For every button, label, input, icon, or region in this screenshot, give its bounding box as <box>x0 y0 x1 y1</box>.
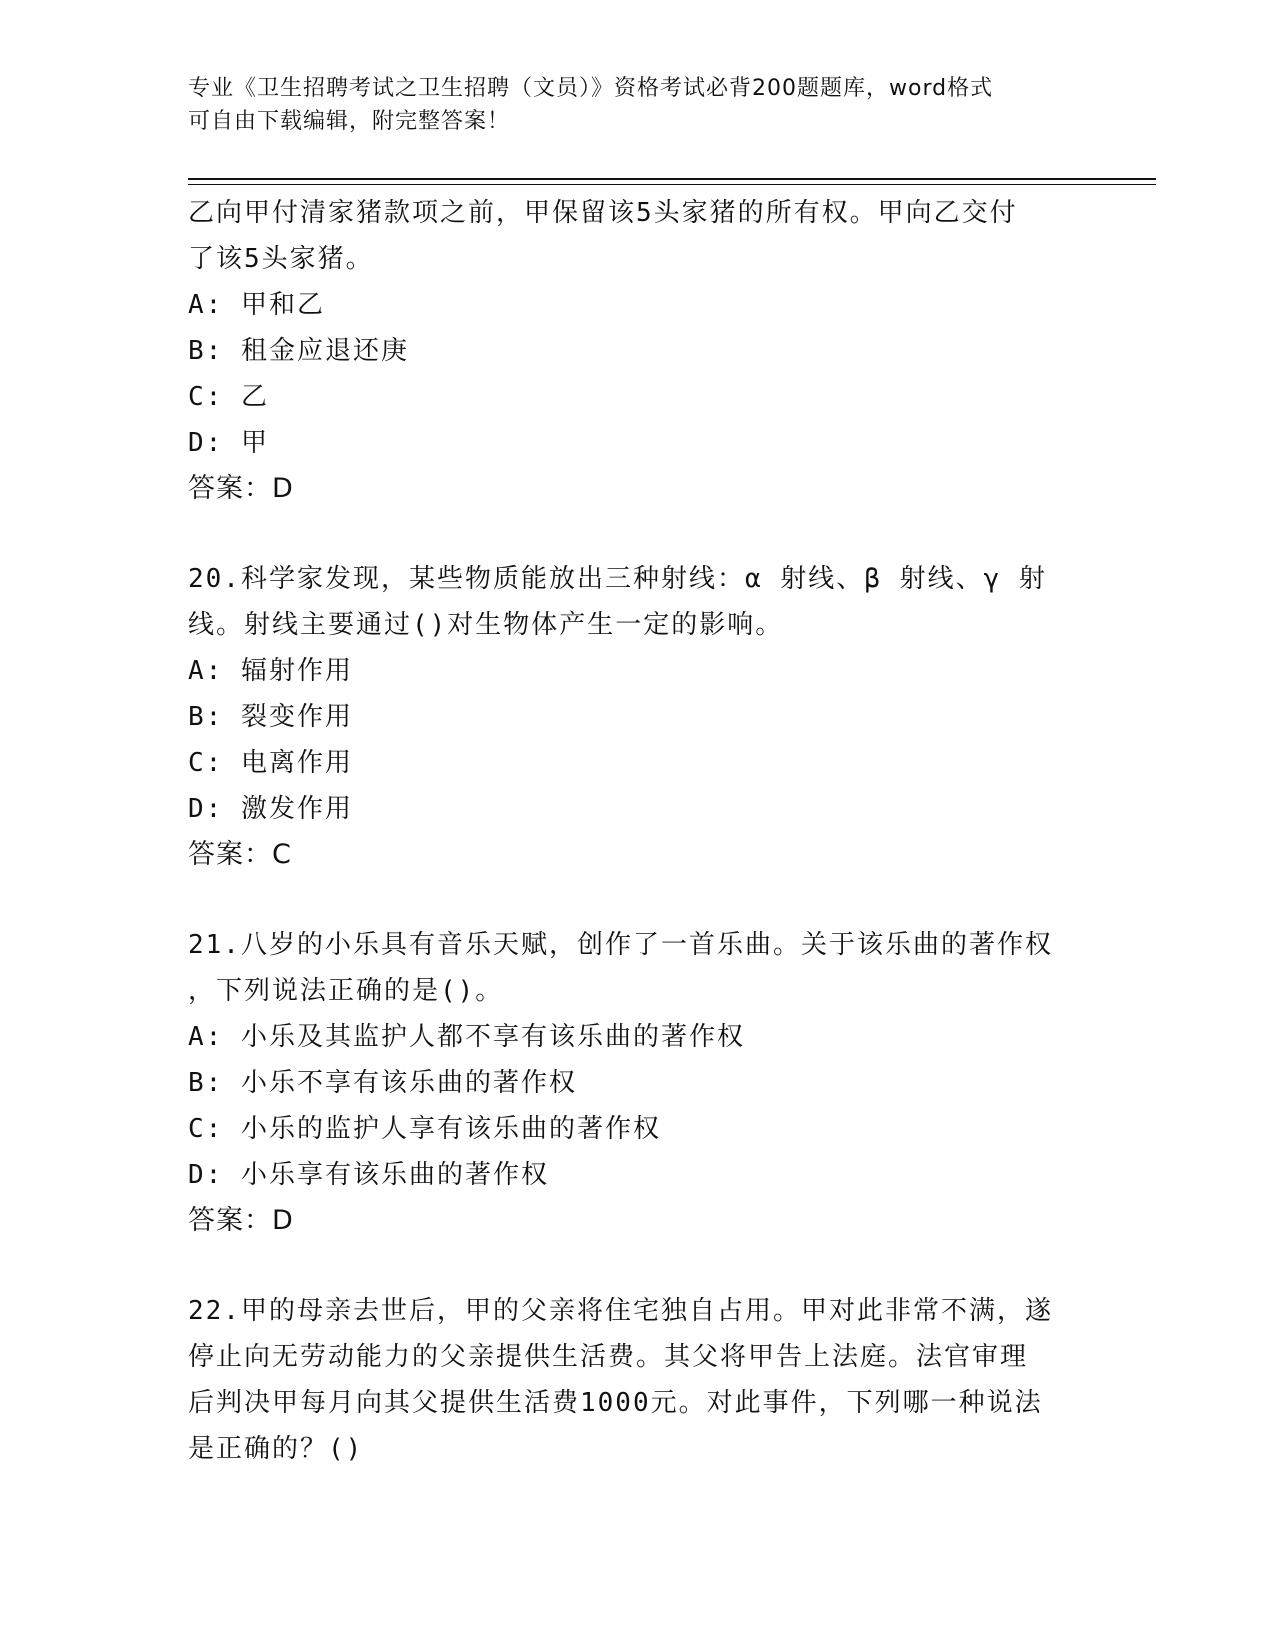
option-d: D: 小乐享有该乐曲的著作权 <box>188 1160 549 1190</box>
question-spacer <box>188 512 1088 556</box>
option-d: D: 甲 <box>188 428 269 458</box>
question-stem-line: 是正确的？() <box>188 1434 364 1464</box>
question-list <box>188 190 1088 1472</box>
answer-line: 答案：D <box>188 1205 294 1236</box>
answer-line: 答案：D <box>188 473 294 504</box>
header-divider-thin <box>188 184 1156 185</box>
option-b: B: 裂变作用 <box>188 702 353 732</box>
question-21 <box>188 922 1088 1244</box>
option-c: C: 电离作用 <box>188 748 353 778</box>
question-spacer <box>188 878 1088 922</box>
question-20 <box>188 556 1088 878</box>
question-stem-line: 线。射线主要通过()对生物体产生一定的影响。 <box>188 610 784 640</box>
question-stem-line: 22.甲的母亲去世后，甲的父亲将住宅独自占用。甲对此非常不满，遂 <box>188 1296 1053 1326</box>
question-22 <box>188 1288 1088 1472</box>
question-stem-line: ，下列说法正确的是()。 <box>188 976 504 1006</box>
question-stem-line: 后判决甲每月向其父提供生活费1000元。对此事件，下列哪一种说法 <box>188 1388 1043 1418</box>
question-stem-line: 乙向甲付清家猪款项之前，甲保留该5头家猪的所有权。甲向乙交付 <box>188 198 1018 228</box>
option-a: A: 辐射作用 <box>188 656 353 686</box>
option-a: A: 甲和乙 <box>188 290 325 320</box>
question-stem-line: 20.科学家发现，某些物质能放出三种射线：α 射线、β 射线、γ 射 <box>188 564 1047 594</box>
option-b: B: 租金应退还庚 <box>188 336 409 366</box>
header-title-line-2: 可自由下载编辑，附完整答案！ <box>188 109 511 134</box>
option-a: A: 小乐及其监护人都不享有该乐曲的著作权 <box>188 1022 745 1052</box>
answer-line: 答案：C <box>188 839 292 870</box>
option-d: D: 激发作用 <box>188 794 353 824</box>
option-b: B: 小乐不享有该乐曲的著作权 <box>188 1068 577 1098</box>
question-19-continued <box>188 190 1088 512</box>
document-header <box>188 72 1068 138</box>
header-divider-thick <box>188 178 1156 180</box>
question-spacer <box>188 1244 1088 1288</box>
question-stem-line: 了该5头家猪。 <box>188 244 374 274</box>
option-c: C: 乙 <box>188 382 269 412</box>
question-stem-line: 21.八岁的小乐具有音乐天赋，创作了一首乐曲。关于该乐曲的著作权 <box>188 930 1053 960</box>
option-c: C: 小乐的监护人享有该乐曲的著作权 <box>188 1114 661 1144</box>
question-stem-line: 停止向无劳动能力的父亲提供生活费。其父将甲告上法庭。法官审理 <box>188 1342 1029 1372</box>
header-title-line-1: 专业《卫生招聘考试之卫生招聘（文员）》资格考试必背200题题库，word格式 <box>188 76 994 101</box>
